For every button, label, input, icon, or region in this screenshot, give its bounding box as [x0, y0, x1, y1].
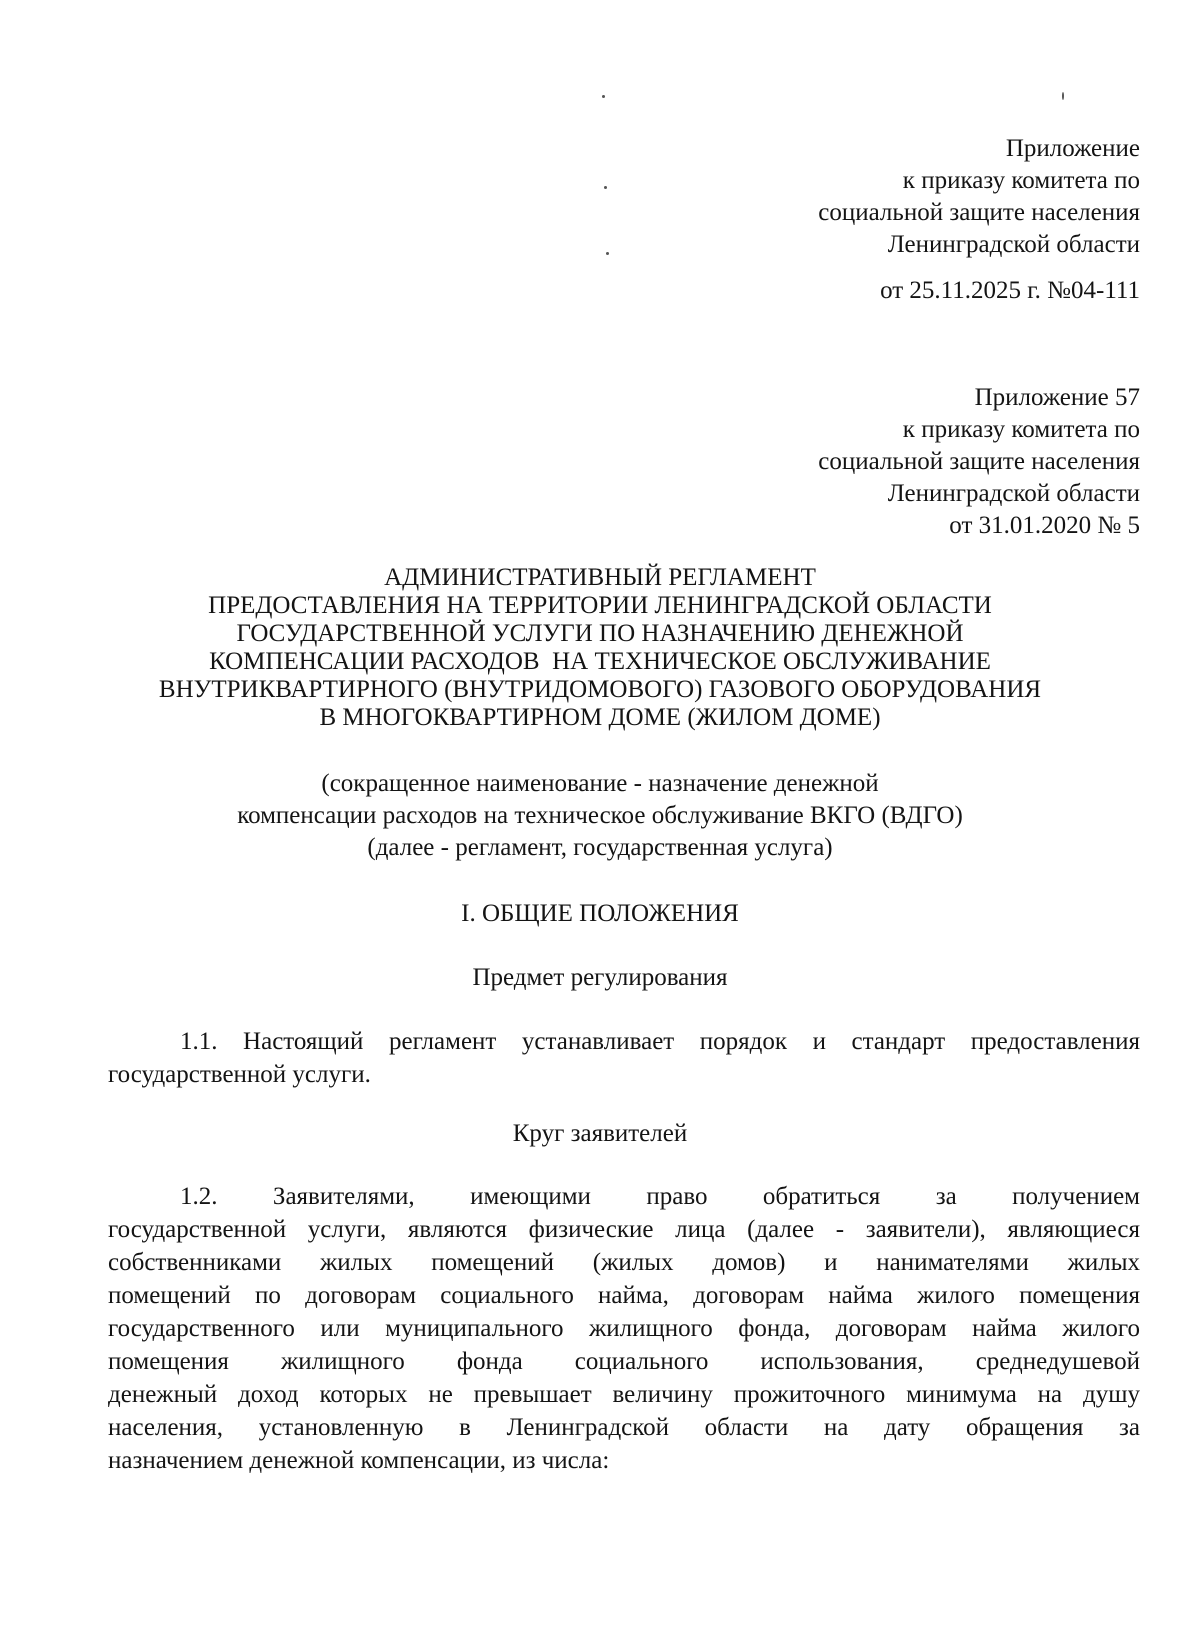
annex-order-number: от 25.11.2025 г. №04-111 — [880, 277, 1140, 304]
annex-line: Ленинградской области — [887, 231, 1140, 258]
paragraph-line: помещения жилищного фонда социального использования, среднедушевой — [108, 1348, 1140, 1375]
annex-header-original — [818, 382, 1140, 542]
paragraph-line: государственной услуги. — [108, 1061, 371, 1088]
annex-line: Приложение — [1005, 135, 1140, 162]
annex-header-current — [818, 133, 1140, 307]
annex-line: социальной защите населения — [818, 448, 1140, 475]
subsection-heading: Предмет регулирования — [472, 964, 728, 991]
paragraph-line: назначением денежной компенсации, из числа: — [108, 1447, 610, 1474]
paragraph-line: помещений по договорам социального найма, договорам найма жилого помещения — [108, 1282, 1140, 1309]
scan-speck — [602, 95, 605, 98]
paragraph-line: денежный доход которых не превышает величину прожиточного минимума на душу — [108, 1381, 1140, 1408]
short-name-line: (сокращенное наименование - назначение денежной — [321, 770, 879, 797]
paragraph-line: 1.1. Настоящий регламент устанавливает порядок и стандарт предоставления — [180, 1028, 1140, 1055]
annex-line: Приложение 57 — [974, 384, 1140, 411]
scan-speck — [1062, 92, 1064, 100]
title-line: КОМПЕНСАЦИИ РАСХОДОВ НА ТЕХНИЧЕСКОЕ ОБСЛУЖИВАНИЕ — [209, 648, 991, 675]
paragraph-line: государственной услуги, являются физические лица (далее - заявители), являющиеся — [108, 1216, 1140, 1243]
title-line: ПРЕДОСТАВЛЕНИЯ НА ТЕРРИТОРИИ ЛЕНИНГРАДСКОЙ ОБЛАСТИ — [208, 592, 992, 619]
paragraph-1-2 — [108, 1180, 1140, 1477]
document-title — [60, 564, 1140, 732]
title-line: В МНОГОКВАРТИРНОМ ДОМЕ (ЖИЛОМ ДОМЕ) — [319, 704, 881, 731]
annex-line: к приказу комитета по — [902, 167, 1140, 194]
paragraph-line: государственного или муниципального жилищного фонда, договорам найма жилого — [108, 1315, 1140, 1342]
title-line: АДМИНИСТРАТИВНЫЙ РЕГЛАМЕНТ — [384, 564, 816, 591]
section-heading: I. ОБЩИЕ ПОЛОЖЕНИЯ — [461, 900, 739, 927]
paragraph-1-1 — [108, 1025, 1140, 1091]
subsection-heading: Круг заявителей — [512, 1120, 688, 1147]
short-name-line: (далее - регламент, государственная услуга) — [367, 834, 833, 861]
annex-line: к приказу комитета по — [902, 416, 1140, 443]
annex-line: социальной защите населения — [818, 199, 1140, 226]
scan-speck — [606, 252, 609, 255]
paragraph-line: 1.2. Заявителями, имеющими право обратиться за получением — [180, 1183, 1140, 1210]
short-name-block — [60, 768, 1140, 864]
title-line: ГОСУДАРСТВЕННОЙ УСЛУГИ ПО НАЗНАЧЕНИЮ ДЕНЕЖНОЙ — [236, 620, 964, 647]
paragraph-line: собственниками жилых помещений (жилых домов) и нанимателями жилых — [108, 1249, 1140, 1276]
annex-line: Ленинградской области — [887, 480, 1140, 507]
paragraph-line: населения, установленную в Ленинградской области на дату обращения за — [108, 1414, 1140, 1441]
short-name-line: компенсации расходов на техническое обслуживание ВКГО (ВДГО) — [237, 802, 963, 829]
scan-speck — [604, 186, 607, 189]
annex-line: от 31.01.2020 № 5 — [949, 512, 1140, 539]
title-line: ВНУТРИКВАРТИРНОГО (ВНУТРИДОМОВОГО) ГАЗОВОГО ОБОРУДОВАНИЯ — [158, 676, 1042, 703]
